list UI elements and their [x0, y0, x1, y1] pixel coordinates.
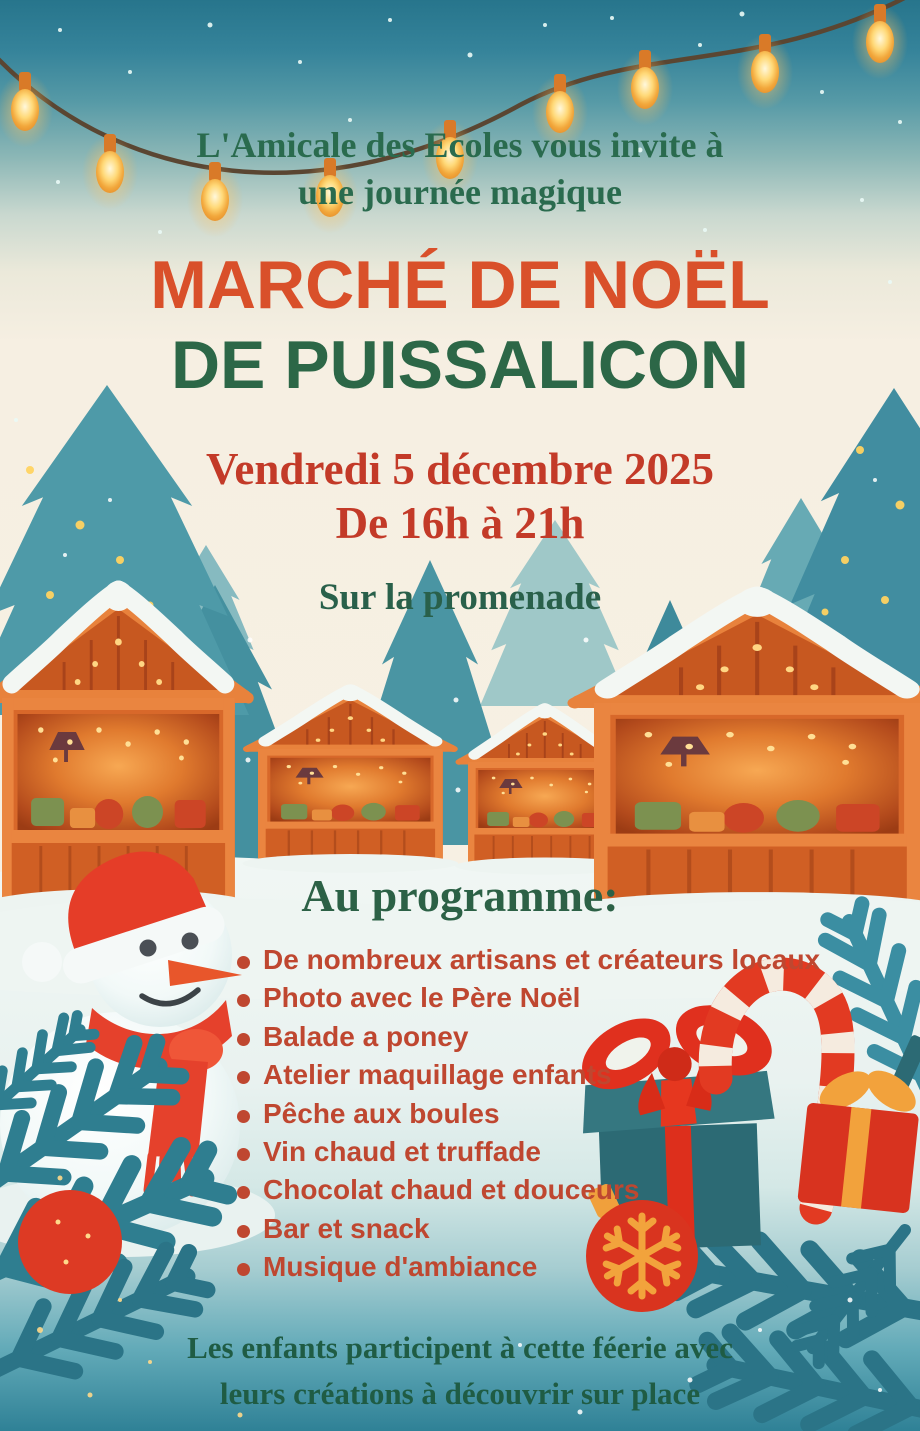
bullet-dot-icon: [237, 1225, 250, 1238]
program-item: [237, 982, 857, 1020]
program-item-label: Musique d'ambiance: [263, 1251, 538, 1283]
poster-title-line-2: DE PUISSALICON: [170, 327, 750, 403]
poster-title-line-1: MARCHÉ DE NOËL: [150, 247, 770, 323]
bullet-dot-icon: [237, 994, 250, 1007]
program-item: [237, 944, 857, 982]
program-item-label: Pêche aux boules: [263, 1097, 500, 1129]
program-item-label: De nombreux artisans et créateurs locaux: [263, 944, 821, 975]
event-location: Sur la promenade: [318, 577, 602, 618]
bullet-dot-icon: [237, 1071, 250, 1084]
program-item: [237, 1021, 857, 1059]
program-item: [237, 1059, 857, 1097]
footer-line-1: Les enfants participent à cette féerie avec: [187, 1330, 733, 1365]
program-heading: Au programme:: [301, 870, 619, 921]
event-time: De 16h à 21h: [335, 498, 585, 548]
program-item: [237, 1213, 857, 1251]
invite-line-1: L'Amicale des Ecoles vous invite à: [196, 125, 724, 165]
bullet-dot-icon: [237, 1263, 250, 1276]
program-item: [237, 1174, 857, 1212]
invite-line-2: une journée magique: [298, 172, 622, 212]
bullet-dot-icon: [237, 1110, 250, 1123]
event-date: Vendredi 5 décembre 2025: [206, 444, 714, 494]
bauble-red: [18, 1190, 122, 1294]
bullet-dot-icon: [237, 1148, 250, 1161]
bullet-dot-icon: [237, 1033, 250, 1046]
program-item-label: Bar et snack: [263, 1212, 430, 1244]
program-item-label: Photo avec le Père Noël: [263, 982, 581, 1014]
program-item: [237, 1098, 857, 1136]
program-item-label: Atelier maquillage enfants: [263, 1059, 612, 1091]
footer-line-2: leurs créations à découvrir sur place: [219, 1376, 701, 1411]
program-item-label: Vin chaud et truffade: [263, 1135, 541, 1167]
program-item: [237, 1251, 857, 1289]
bullet-dot-icon: [237, 1186, 250, 1199]
program-item-label: Balade a poney: [263, 1020, 469, 1052]
program-item: [237, 1136, 857, 1174]
program-list: [237, 944, 857, 1290]
bullet-dot-icon: [237, 956, 250, 969]
program-item-label: Chocolat chaud et douceurs: [263, 1174, 640, 1206]
